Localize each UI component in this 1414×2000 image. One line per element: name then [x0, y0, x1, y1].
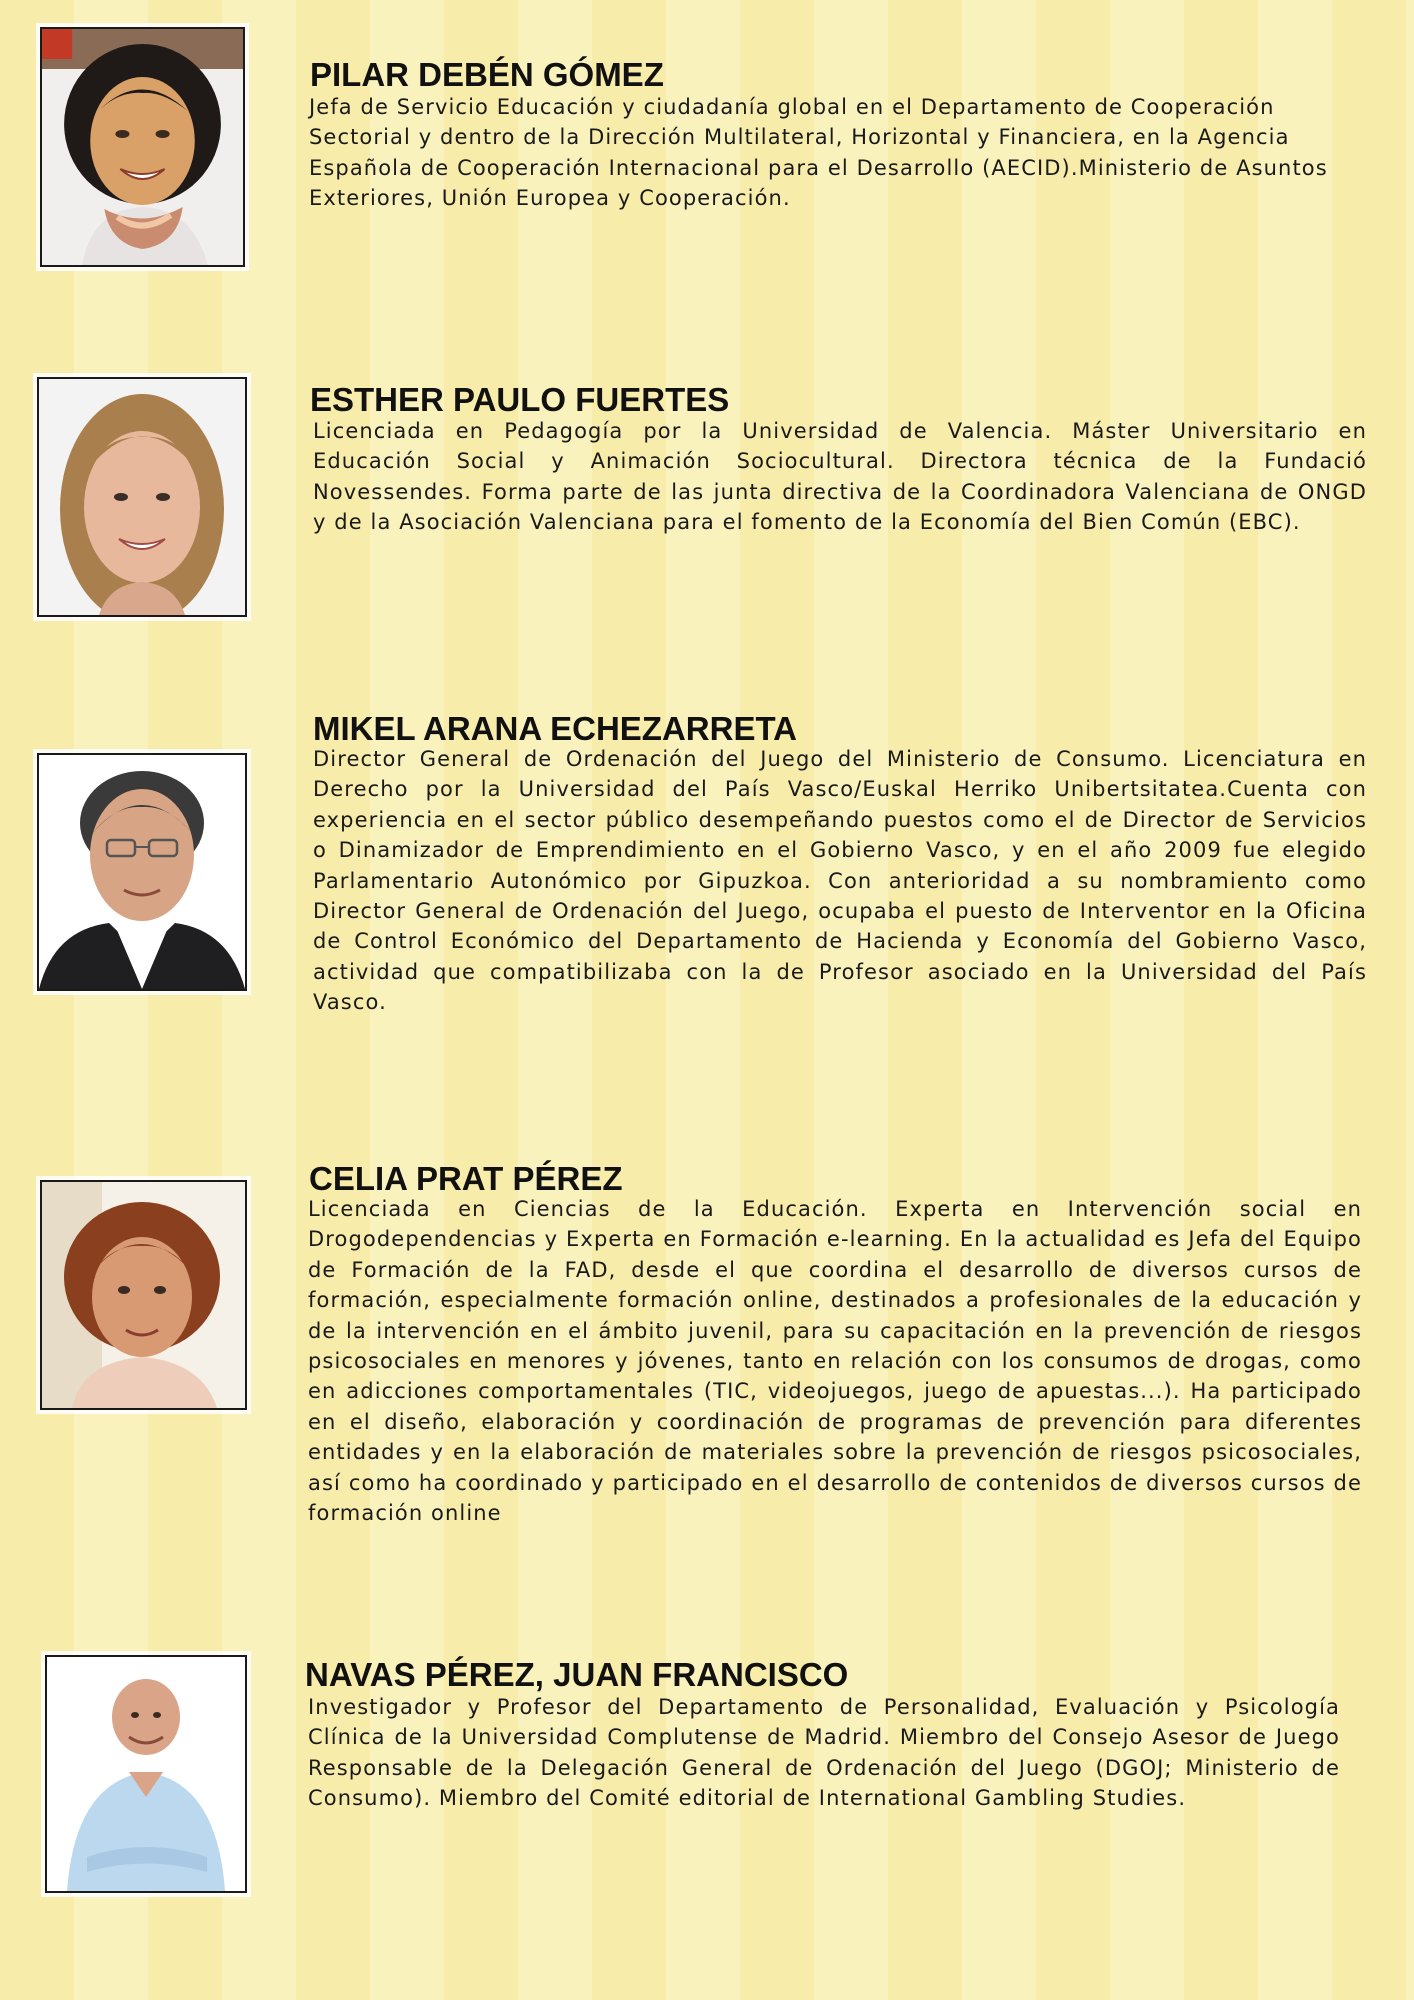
man-portrait-icon — [47, 1657, 245, 1891]
speaker-bio: Licenciada en Pedagogía por la Universidad de Valencia. Máster Universitario en Educación Social y Animación Sociocultural. Directora técnica de la Fundació Novessendes. Forma parte de las junta directiva de la Coordinadora Valenciana de ONGD y de la Asociación Valenciana para el fomento de la Economía del Bien Común (EBC). — [313, 419, 1367, 535]
woman-portrait-icon — [42, 1182, 245, 1408]
speaker-bio: Director General de Ordenación del Juego del Ministerio de Consumo. Licenciatura en Derecho por la Universidad del País Vasco/Euskal Herriko Unibertsitatea.Cuenta con experiencia en el sector público desempeñando puestos como el de Director de Servicios o Dinamizador de Emprendimiento en el Gobierno Vasco, y en el año 2009 fue elegido Parlamentario Autonómico por Gipuzkoa. Con anterioridad a su nombramiento como Director General de Ordenación del Juego, ocupaba el puesto de Interventor en la Oficina de Control Económico del Departamento de Hacienda y Economía del Gobierno Vasco, actividad que compatibilizaba con la de Profesor asociado en la Universidad del País Vasco. — [313, 747, 1367, 1015]
speaker-name: MIKEL ARANA ECHEZARRETA — [313, 710, 797, 747]
speaker-name: PILAR DEBÉN GÓMEZ — [310, 56, 664, 93]
woman-portrait-icon — [39, 379, 245, 615]
portrait-photo-pilar — [40, 27, 245, 267]
speaker-bio: Investigador y Profesor del Departamento de Personalidad, Evaluación y Psicología Clínica de la Universidad Complutense de Madrid. Miembro del Consejo Asesor de Juego Responsable de la Delegación General de Ordenación del Juego (DGOJ; Ministerio de Consumo). Miembro del Comité editorial de International Gambling Studies. — [308, 1695, 1340, 1811]
speaker-name: CELIA PRAT PÉREZ — [309, 1160, 623, 1197]
speaker-name: ESTHER PAULO FUERTES — [310, 381, 730, 418]
portrait-photo-celia — [40, 1180, 247, 1410]
woman-portrait-icon — [42, 29, 243, 265]
speaker-bio: Jefa de Servicio Educación y ciudadanía global en el Departamento de Cooperación Sectorial y dentro de la Dirección Multilateral, Horizontal y Financiera, en la Agencia Española de Cooperación Internacional para el Desarrollo (AECID).Ministerio de Asuntos Exteriores, Unión Europea y Cooperación. — [309, 95, 1328, 211]
man-portrait-icon — [39, 755, 245, 989]
portrait-photo-esther — [37, 377, 247, 617]
portrait-photo-mikel — [37, 753, 247, 991]
portrait-photo-juan-francisco — [45, 1655, 247, 1893]
speaker-bio: Licenciada en Ciencias de la Educación. Experta en Intervención social en Drogodependencias y Experta en Formación e-learning. En la actualidad es Jefa del Equipo de Formación de la FAD, desde el que coordina el desarrollo de diversos cursos de formación, especialmente formación online, destinados a profesionales de la educación y de la intervención en el ámbito juvenil, para su capacitación en la prevención de riesgos psicosociales en menores y jóvenes, tanto en relación con los consumos de drogas, como en adicciones comportamentales (TIC, videojuegos, juego de apuestas...). Ha participado en el diseño, elaboración y coordinación de programas de prevención para diferentes entidades y en la elaboración de materiales sobre la prevención de riesgos psicosociales, así como ha coordinado y participado en el desarrollo de contenidos de diversos cursos de formación online — [308, 1197, 1362, 1526]
speaker-name: NAVAS PÉREZ, JUAN FRANCISCO — [305, 1656, 849, 1693]
